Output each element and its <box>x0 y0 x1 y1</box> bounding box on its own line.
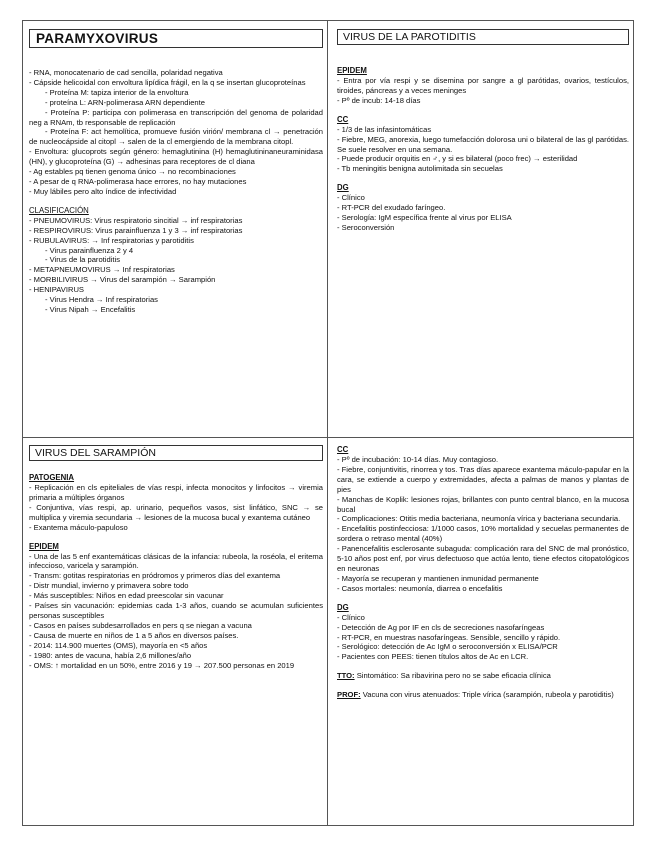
tto-text: Sintomático: Sa ribavirina pero no se sabe eficacia clínica <box>354 671 551 681</box>
text-line: - Países sin vacunación: epidemias cada 1-3 años, cuando se acumulan suficientes personas susceptibles <box>29 601 323 620</box>
text-line: - Envoltura: glucoprots según género: hemaglutinina (H) hemaglutininaneuraminidasa (HN), y glucoproteína (G) → adhesinas para receptores de cl diana <box>29 147 323 167</box>
text-line: - Fiebre, MEG, anorexia, luego tumefacción dolorosa uni o bilateral de las gl parótidas. Se suele resolver en una semana. <box>337 134 629 154</box>
dg-heading: DG <box>337 602 349 612</box>
text-line: - Más susceptibles: Niños en edad preescolar sin vacunar <box>29 591 224 601</box>
text-line: - RT-PCR, en muestras nasofaríngeas. Sensible, sencillo y rápido. <box>337 632 561 642</box>
text-line: - Serológico: detección de Ac IgM o seroconversión x ELISA/PCR <box>337 642 558 652</box>
clasificacion-heading: CLASIFICACIÓN <box>29 205 89 215</box>
text-line: - Tb meningitis benigna autolimitada sin secuelas <box>337 164 503 174</box>
text-line: - Entra por vía respi y se disemina por sangre a gl parótidas, ovarios, testículos, tiroides, páncreas y a veces meninges <box>337 76 629 95</box>
text-line: - Complicaciones: Otitis media bacteriana, neumonía vírica y bacteriana secundaria. <box>337 514 621 524</box>
text-line: - Replicación en cls epiteliales de vías respi, infecta monocitos y linfocitos → viremia primaria a múltiples órganos <box>29 483 323 502</box>
text-line: - Ag estables pq tienen genoma único → no recombinaciones <box>29 167 236 177</box>
text-line: - Panencefalitis esclerosante subaguda: complicación rara del SNC de mal pronóstico, 5-10 años post enf, por virus defectuoso que actúa lento, tiene efectos citopatológicos en neuronas <box>337 544 629 573</box>
clasificacion-item: - HENIPAVIRUS <box>29 285 84 295</box>
text-line: - 2014: 114.900 muertes (OMS), mayoría en <5 años <box>29 640 208 650</box>
patogenia-heading: PATOGENIA <box>29 473 75 482</box>
clasificacion-item: - RUBULAVIRUS: → Inf respiratorias y parotiditis <box>29 235 194 245</box>
text-line: - 1980: antes de vacuna, había 2,6 millones/año <box>29 650 192 660</box>
text-line: - Muy lábiles pero alto índice de infectividad <box>29 186 177 196</box>
text-line: - Puede producir orquitis en ♂, y si es bilateral (poco frec) → esterilidad <box>337 154 578 164</box>
text-line: - RNA, monocatenario de cad sencilla, polaridad negativa <box>29 68 223 77</box>
parotiditis-section <box>337 29 629 433</box>
text-line: - Causa de muerte en niños de 1 a 5 años en diversos países. <box>29 630 239 640</box>
parotiditis-title: VIRUS DE LA PAROTIDITIS <box>337 29 629 45</box>
vertical-divider <box>327 21 328 825</box>
clasificacion-list <box>29 216 323 315</box>
text-line: - Serología: IgM específica frente al virus por ELISA <box>337 213 512 223</box>
text-line: - Pº de incub: 14-18 días <box>337 95 421 105</box>
sarampion-clinic-section <box>337 445 629 823</box>
text-line: - Pacientes con PEES: tienen títulos altos de Ac en LCR. <box>337 652 529 662</box>
text-line: - Detección de Ag por IF en cls de secreciones nasofaríngeas <box>337 622 545 632</box>
horizontal-divider <box>23 437 633 438</box>
dg-heading: DG <box>337 183 349 193</box>
paramyxovirus-title: PARAMYXOVIRUS <box>29 29 323 48</box>
cc-heading: CC <box>337 445 349 454</box>
clasificacion-item: - RESPIROVIRUS: Virus parainfluenza 1 y 3 → inf respiratorias <box>29 225 243 235</box>
cc-heading: CC <box>337 114 349 124</box>
text-line: - RT-PCR del exudado faríngeo. <box>337 203 446 213</box>
text-line: - 1/3 de las infasintomáticas <box>337 124 432 134</box>
text-line: - Cápside helicoidal con envoltura lipídica frágil, en la q se insertan glucoproteínas <box>29 77 306 87</box>
epidem-heading: EPIDEM <box>337 66 367 75</box>
prof-label: PROF: <box>337 690 361 700</box>
text-line: - Clínico <box>337 612 365 622</box>
clasificacion-item: - MORBILIVIRUS → Virus del sarampión → Sarampión <box>29 275 216 285</box>
prof-text: Vacuna con virus atenuados: Triple vírica (sarampión, rubeola y parotiditis) <box>360 690 614 700</box>
clasificacion-item: - Virus de la parotiditis <box>45 255 120 265</box>
tto-label: TTO: <box>337 671 355 681</box>
text-line: - Manchas de Koplik: lesiones rojas, brillantes con punto central blanco, en la mucosa bucal <box>337 494 629 514</box>
text-line: - Conjuntiva, vías respi, ap. urinario, pequeños vasos, sist linfático, SNC → se multiplica y viremia secundaria → lesiones de la mucosa bucal y exantema cutáneo <box>29 502 323 522</box>
text-line: - Distr mundial, invierno y primavera sobre todo <box>29 581 189 591</box>
clasificacion-item: - Virus parainfluenza 2 y 4 <box>45 245 134 255</box>
text-line: - Clínico <box>337 193 365 203</box>
text-line: - Una de las 5 enf exantemáticas clásicas de la infancia: rubeola, la roséola, el eritema infeccioso, varicela y sarampión. <box>29 551 323 571</box>
paramyxovirus-lines <box>29 68 323 197</box>
clasificacion-item: - Virus Hendra → Inf respiratorias <box>45 295 158 305</box>
epidem-heading: EPIDEM <box>29 541 59 551</box>
text-line: - A pesar de q RNA-polimerasa hace errores, no hay mutaciones <box>29 176 247 186</box>
text-line: - Mayoría se recuperan y mantienen inmunidad permanente <box>337 573 539 583</box>
sarampion-title: VIRUS DEL SARAMPIÓN <box>29 445 323 461</box>
text-line: - Casos mortales: neumonía, diarrea o encefalitis <box>337 583 503 593</box>
clasificacion-item: - PNEUMOVIRUS: Virus respiratorio sincitial → inf respiratorias <box>29 215 243 225</box>
clasificacion-item: - METAPNEUMOVIRUS → Inf respiratorias <box>29 265 175 275</box>
text-line: - Encefalitis postinfecciosa: 1/1000 casos, 10% mortalidad y secuelas permanentes de sordera o retraso mental (40%) <box>337 524 629 544</box>
text-line: - Casos en países subdesarrollados en pers q se niegan a vacuna <box>29 620 252 630</box>
text-line: - Exantema máculo-papuloso <box>29 522 128 532</box>
protein-line: - proteína L: ARN-polimerasa ARN dependiente <box>45 97 205 107</box>
document-page <box>22 20 634 826</box>
paramyxovirus-section <box>29 29 323 433</box>
text-line: - Pº de incubación: 10-14 días. Muy contagioso. <box>337 455 499 464</box>
protein-line: - Proteína M: tapiza interior de la envoltura <box>45 87 189 97</box>
tto-line <box>337 671 629 681</box>
text-line: - Transm: gotitas respiratorias en pródromos y primeros días del exantema <box>29 571 281 581</box>
protein-line: - Proteína F: act hemolítica, promueve fusión virión/ membrana cl → penetración de nucleocápside al citopl → salen de la cl emergiendo de la membrana citopl. <box>29 127 323 147</box>
text-line: - Seroconversión <box>337 222 395 232</box>
text-line: - OMS: ↑ mortalidad en un 50%, entre 2016 y 19 → 207.500 personas en 2019 <box>29 660 295 670</box>
protein-line: - Proteína P: participa con polimerasa en transcripción del genoma de polaridad neg a RNAm, tb responsable de replicación <box>29 107 323 127</box>
clasificacion-item: - Virus Nipah → Encefalitis <box>45 304 136 314</box>
text-line: - Fiebre, conjuntivitis, rinorrea y tos. Tras días aparece exantema máculo-papular en la cara, se extiende a cuerpo y extremidades, afecta a palmas de manos y plantas de pies <box>337 464 629 494</box>
sarampion-section <box>29 445 323 823</box>
prof-line <box>337 690 629 700</box>
